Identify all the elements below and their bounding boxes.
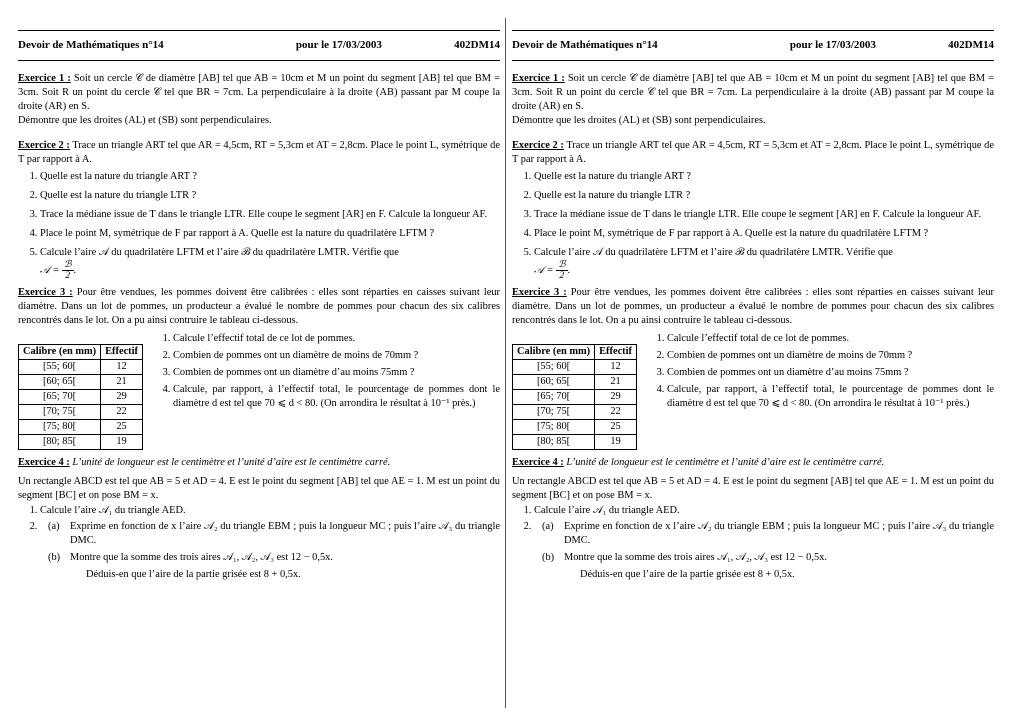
list-item: 3. Trace la médiane issue de T dans le triangle LTR. Elle coupe le segment [AR] en F. Calcule la longueur AF. — [40, 208, 500, 222]
table-header-row — [19, 345, 143, 360]
list-item: 3. Trace la médiane issue de T dans le triangle LTR. Elle coupe le segment [AR] en F. Calcule la longueur AF. — [534, 208, 994, 222]
list-item — [40, 246, 500, 281]
header-rule — [18, 60, 500, 61]
exercise-2-text: Trace un triangle ART tel que AR = 4,5cm, RT = 5,3cm et AT = 2,8cm. Place le point L, symétrique de T par rapport à A. — [18, 140, 500, 165]
table-row — [513, 390, 637, 405]
exercise-4-text: Un rectangle ABCD est tel que AB = 5 et AD = 4. E est le point du segment [AB] tel que AE = 1. M est un point du segment [BC] et on pose BM = x. — [512, 476, 994, 501]
list-item: 1. Quelle est la nature du triangle ART ? — [534, 170, 994, 184]
doc-code: 402DM14 — [454, 39, 500, 51]
sub-item-text: Montre que la somme des trois aires 𝒜₁, 𝒜₂, 𝒜₃ est 12 − 0,5x. — [70, 552, 333, 563]
sub-item-continuation: Déduis-en que l’aire de la partie grisée est 8 + 0,5x. — [86, 569, 301, 580]
exercise-2 — [512, 139, 994, 281]
table-header: Calibre (en mm) — [513, 345, 595, 360]
table-row — [19, 360, 143, 375]
exercise-1-title: Exercice 1 : — [18, 73, 71, 84]
list-item — [40, 520, 500, 582]
list-item: 4. Calcule, par rapport, à l’effectif total, le pourcentage de pommes dont le diamètre d est tel que 70 ⩽ d < 80. (On arrondira le résultat à 10⁻¹ près.) — [173, 383, 500, 411]
list-item: 2. Combien de pommes ont un diamètre de moins de 70mm ? — [173, 349, 500, 363]
table-row — [513, 360, 637, 375]
sub-item-text: Exprime en fonction de x l’aire 𝒜₂ du triangle EBM ; puis la longueur MC ; puis l’aire 𝒜₃ du triangle DMC. — [70, 521, 500, 546]
exercise-4-note: L’unité de longueur est le centimètre et l’unité d’aire est le centimètre carré. — [72, 457, 391, 468]
table-cell: [70; 75[ — [513, 405, 595, 420]
column-divider — [505, 18, 506, 708]
exercise-2-title: Exercice 2 : — [18, 140, 70, 151]
table-row — [19, 390, 143, 405]
table-header: Calibre (en mm) — [19, 345, 101, 360]
exercise-3-text: Pour être vendues, les pommes doivent être calibrées : elles sont réparties en caisses suivant leur diamètre. Dans un lot de pommes, un producteur a évalué le nombre de pommes pour chacun des six calibres rencontrés dans le lot. On a pu ainsi contruire le tableau ci-dessous. — [512, 287, 994, 326]
header — [512, 31, 994, 60]
table-cell: [80; 85[ — [513, 435, 595, 450]
exercise-1-text: Soit un cercle 𝒞 de diamètre [AB] tel que AB = 10cm et M un point du segment [AB] tel que BM = 3cm. Soit R un point du cercle 𝒞 tel que BR = 7cm. La perpendiculaire à la droite (AB) passant par M coupe la droite (AR) en S. — [18, 73, 500, 112]
list-item-text: Calcule l’aire 𝒜 du quadrilatère LFTM et l’aire ℬ du quadrilatère LMTR. Vérifie que — [40, 247, 399, 258]
table-cell: [60; 65[ — [19, 375, 101, 390]
table-cell: 19 — [595, 435, 637, 450]
table-row — [19, 405, 143, 420]
exercise-1 — [512, 72, 994, 128]
table-row — [513, 405, 637, 420]
exercise-1-text2: Démontre que les droites (AL) et (SB) sont perpendiculaires. — [18, 115, 272, 126]
sub-item — [542, 551, 994, 582]
sub-item-text: Exprime en fonction de x l’aire 𝒜₂ du triangle EBM ; puis la longueur MC ; puis l’aire 𝒜₃ du triangle DMC. — [564, 521, 994, 546]
formula-end: . — [567, 264, 571, 276]
left-copy — [18, 0, 500, 716]
header-rule — [512, 60, 994, 61]
exercise-4-note: L’unité de longueur est le centimètre et l’unité d’aire est le centimètre carré. — [566, 457, 885, 468]
list-item: 1. Calcule l’aire 𝒜₁ du triangle AED. — [534, 504, 994, 518]
table-row — [19, 375, 143, 390]
formula-numerator: ℬ — [558, 260, 566, 270]
table-row — [513, 420, 637, 435]
table-row — [513, 375, 637, 390]
table-cell: 21 — [595, 375, 637, 390]
formula-lhs: 𝒜 = — [40, 264, 60, 276]
list-item: 2. Quelle est la nature du triangle LTR ? — [40, 189, 500, 203]
table-cell: [70; 75[ — [19, 405, 101, 420]
sub-item — [542, 520, 994, 548]
exercise-3-body — [18, 332, 500, 450]
exercise-1-text: Soit un cercle 𝒞 de diamètre [AB] tel que AB = 10cm et M un point du segment [AB] tel que BM = 3cm. Soit R un point du cercle 𝒞 tel que BR = 7cm. La perpendiculaire à la droite (AB) passant par M coupe la droite (AR) en S. — [512, 73, 994, 112]
exercise-3-body — [512, 332, 994, 450]
table-cell: [75; 80[ — [19, 420, 101, 435]
formula-numerator: ℬ — [64, 260, 72, 270]
doc-code: 402DM14 — [948, 39, 994, 51]
exercise-4-title: Exercice 4 : — [18, 457, 70, 468]
exercise-3-questions — [645, 332, 994, 450]
right-copy — [512, 0, 994, 716]
doc-date: pour le 17/03/2003 — [295, 39, 382, 51]
table-cell: 22 — [101, 405, 143, 420]
sub-item-label: (b) — [48, 552, 61, 563]
formula-end: . — [73, 264, 77, 276]
list-item: 2. Combien de pommes ont un diamètre de moins de 70mm ? — [667, 349, 994, 363]
list-item: 3. Combien de pommes ont un diamètre d’au moins 75mm ? — [667, 366, 994, 380]
list-item-text: Calcule l’aire 𝒜 du quadrilatère LFTM et l’aire ℬ du quadrilatère LMTR. Vérifie que — [534, 247, 893, 258]
list-item: 1. Calcule l’effectif total de ce lot de pommes. — [667, 332, 994, 346]
sub-item-continuation: Déduis-en que l’aire de la partie grisée est 8 + 0,5x. — [580, 569, 795, 580]
list-item: 4. Place le point M, symétrique de F par rapport à A. Quelle est la nature du quadrilatère LFTM ? — [534, 227, 994, 241]
sub-item-label: 2. (a) — [48, 521, 60, 532]
sub-item — [48, 520, 500, 548]
table-header-row — [513, 345, 637, 360]
formula-fraction — [556, 260, 567, 281]
table-cell: 25 — [595, 420, 637, 435]
exercise-4-list — [18, 504, 500, 582]
table-row — [19, 420, 143, 435]
formula-lhs: 𝒜 = — [534, 264, 554, 276]
table-cell: 12 — [595, 360, 637, 375]
list-item: 4. Calcule, par rapport, à l’effectif total, le pourcentage de pommes dont le diamètre d est tel que 70 ⩽ d < 80. (On arrondira le résultat à 10⁻¹ près.) — [667, 383, 994, 411]
table-cell: [55; 60[ — [19, 360, 101, 375]
doc-date: pour le 17/03/2003 — [789, 39, 876, 51]
table-header: Effectif — [595, 345, 637, 360]
table-row — [19, 435, 143, 450]
exercise-3-list — [151, 332, 500, 411]
formula-denominator: 2 — [559, 271, 565, 281]
sub-item-label: (b) — [542, 552, 555, 563]
exercise-3-title: Exercice 3 : — [512, 287, 567, 298]
table-cell: 22 — [595, 405, 637, 420]
formula-denominator: 2 — [65, 271, 71, 281]
exercise-4 — [512, 456, 994, 582]
table-cell: [80; 85[ — [19, 435, 101, 450]
calibre-table — [18, 344, 143, 450]
table-cell: [65; 70[ — [513, 390, 595, 405]
exercise-3-questions — [151, 332, 500, 450]
table-cell: 21 — [101, 375, 143, 390]
exercise-4-sublist — [40, 520, 500, 582]
list-item: 1. Quelle est la nature du triangle ART ? — [40, 170, 500, 184]
doc-title: Devoir de Mathématiques n°14 — [18, 39, 164, 51]
table-cell: 25 — [101, 420, 143, 435]
table-cell: [60; 65[ — [513, 375, 595, 390]
table-cell: 29 — [595, 390, 637, 405]
sub-item — [48, 551, 500, 582]
list-item: 1. Calcule l’effectif total de ce lot de pommes. — [173, 332, 500, 346]
exercise-3 — [512, 286, 994, 450]
exercise-1 — [18, 72, 500, 128]
table-row — [513, 435, 637, 450]
list-item: 4. Place le point M, symétrique de F par rapport à A. Quelle est la nature du quadrilatère LFTM ? — [40, 227, 500, 241]
list-item: 2. Quelle est la nature du triangle LTR ? — [534, 189, 994, 203]
formula-fraction — [62, 260, 73, 281]
sub-item-text: Montre que la somme des trois aires 𝒜₁, 𝒜₂, 𝒜₃ est 12 − 0,5x. — [564, 552, 827, 563]
exercise-3-text: Pour être vendues, les pommes doivent être calibrées : elles sont réparties en caisses suivant leur diamètre. Dans un lot de pommes, un producteur a évalué le nombre de pommes pour chacun des six calibres rencontrés dans le lot. On a pu ainsi contruire le tableau ci-dessous. — [18, 287, 500, 326]
exercise-4-list — [512, 504, 994, 582]
table-cell: [75; 80[ — [513, 420, 595, 435]
sub-item-label: 2. (a) — [542, 521, 554, 532]
exercise-2 — [18, 139, 500, 281]
table-cell: 19 — [101, 435, 143, 450]
exercise-4 — [18, 456, 500, 582]
exercise-2-text: Trace un triangle ART tel que AR = 4,5cm, RT = 5,3cm et AT = 2,8cm. Place le point L, symétrique de T par rapport à A. — [512, 140, 994, 165]
exercise-4-title: Exercice 4 : — [512, 457, 564, 468]
exercise-2-title: Exercice 2 : — [512, 140, 564, 151]
table-cell: 12 — [101, 360, 143, 375]
exercise-3 — [18, 286, 500, 450]
doc-title: Devoir de Mathématiques n°14 — [512, 39, 658, 51]
table-cell: [65; 70[ — [19, 390, 101, 405]
exercise-2-list — [512, 170, 994, 281]
exercise-4-sublist — [534, 520, 994, 582]
calibre-table — [512, 344, 637, 450]
list-item: 1. Calcule l’aire 𝒜₁ du triangle AED. — [40, 504, 500, 518]
exercise-3-title: Exercice 3 : — [18, 287, 73, 298]
list-item: 3. Combien de pommes ont un diamètre d’au moins 75mm ? — [173, 366, 500, 380]
exercise-2-list — [18, 170, 500, 281]
list-item — [534, 520, 994, 582]
table-cell: [55; 60[ — [513, 360, 595, 375]
exercise-3-list — [645, 332, 994, 411]
table-header: Effectif — [101, 345, 143, 360]
exercise-1-title: Exercice 1 : — [512, 73, 565, 84]
exercise-1-text2: Démontre que les droites (AL) et (SB) sont perpendiculaires. — [512, 115, 766, 126]
list-item — [534, 246, 994, 281]
table-cell: 29 — [101, 390, 143, 405]
header — [18, 31, 500, 60]
exercise-4-text: Un rectangle ABCD est tel que AB = 5 et AD = 4. E est le point du segment [AB] tel que AE = 1. M est un point du segment [BC] et on pose BM = x. — [18, 476, 500, 501]
